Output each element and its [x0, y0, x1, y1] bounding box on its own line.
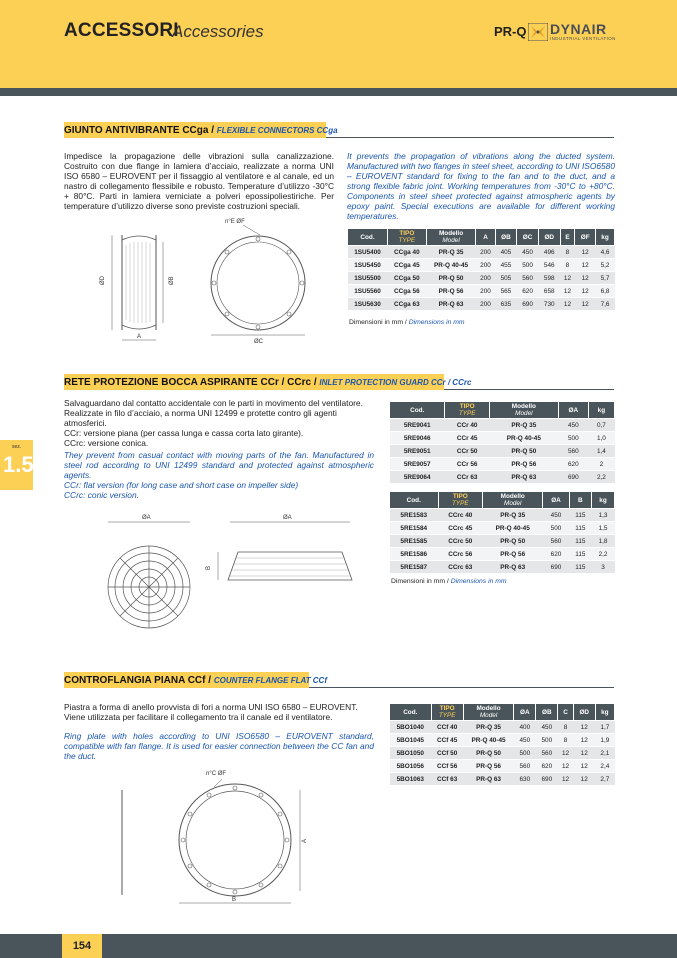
page-subtitle: Accessories [172, 22, 264, 41]
section3-title-en: COUNTER FLANGE FLAT CCf [213, 676, 327, 685]
table-header: Cod. TIPO TYPE Modello Model ØA ØB C ØD kg [390, 704, 615, 721]
page-footer [0, 934, 677, 958]
flange-a-label: A [302, 838, 308, 843]
table-row: 5RE9057 CCr 56 PR-Q 56 620 2 [390, 458, 615, 471]
page-number: 154 [62, 934, 102, 958]
section1-title [64, 125, 338, 139]
table-row: 5RE1587 CCrc 63 PR-Q 63 690 115 3 [390, 561, 615, 574]
flexible-connector-drawing [95, 215, 345, 350]
table-header [348, 229, 615, 246]
col-e: E [560, 229, 575, 246]
col-modello: Modello Model [426, 229, 476, 246]
section1-note: Dimensioni in mm / Dimensions in mm [349, 319, 465, 326]
section-tab-number: 1.5 [3, 452, 34, 477]
table-row: 1SU5630 CCga 63 PR-Q 63 200 635 690 730 12 12 7,6 [348, 298, 615, 311]
table-header: Cod. TIPO TYPE Modello Model ØA B kg [390, 492, 615, 509]
table-row: 5RE1583 CCrc 40 PR-Q 35 450 115 1,3 [390, 509, 615, 522]
section2-title-it: RETE PROTEZIONE BOCCA ASPIRANTE CCr / CCrc / [64, 377, 320, 388]
table-row: 5BO1045 CCf 45 PR-Q 40-45 450 500 8 12 1,9 [390, 734, 615, 747]
section3-text-it: Piastra a forma di anello provvista di fori a norma UNI ISO 6580 – EUROVENT. Viene utilizzata per facilitare il collegamento tra il canale ed il ventilatore. [64, 702, 358, 722]
col-kg: kg [596, 229, 615, 246]
flat-guard-table [389, 401, 615, 484]
counter-flange-drawing [110, 765, 330, 905]
dim-dc-label: ØC [254, 339, 263, 345]
col-dc: ØC [517, 229, 539, 246]
fan-logo-icon [528, 23, 548, 41]
table-row: 5BO1050 CCf 50 PR-Q 50 500 560 12 12 2,1 [390, 747, 615, 760]
section2-note: Dimensioni in mm / Dimensions in mm [391, 578, 507, 585]
col-db: ØB [495, 229, 517, 246]
col-df: ØF [575, 229, 596, 246]
counter-flange-table [389, 703, 615, 786]
section1-title-it: GIUNTO ANTIVIBRANTE CCga / [64, 125, 217, 136]
table-row: 1SU5560 CCga 56 PR-Q 56 200 565 620 658 12 12 6,8 [348, 285, 615, 298]
section2-title-en: INLET PROTECTION GUARD CCr / CCrc [319, 378, 472, 387]
section3-rule [309, 687, 614, 688]
section1-text-en: It prevents the propagation of vibrations along the ducted system. Manufactured with two flanges in steel sheet, according to UNI ISO6580 – EUROVENT standard for fixing to the fan and to the duct, and a strong flexible fabric joint. Working temperatures from -30°C to +80°C. Components in steel sheet protected against atmospheric agents by epoxy paint. Special executions are available for different working temperatures. [347, 151, 615, 221]
table-row: 5BO1063 CCf 63 PR-Q 63 630 690 12 12 2,7 [390, 773, 615, 786]
holes-ef-label: n°E ØF [225, 219, 245, 225]
section2-text-it: Salvaguardano dal contatto accidentale con le parti in movimento del ventilatore. Realizzate in filo d’acciaio, a norma UNI 12499 e protette contro gli agenti atmosferici. CCr: versione piana (per cassa lunga e cassa corta lato girante). CCrc: versione conica. [64, 398, 363, 448]
section3-title-it: CONTROFLANGIA PIANA CCf / [64, 675, 214, 686]
table-row: 5RE9046 CCr 45 PR-Q 40-45 500 1,0 [390, 432, 615, 445]
section2-text-en: They prevent from casual contact with moving parts of the fan. Manufactured in steel rod according to UNI 12499 standard and protected against atmospheric agents. CCr: flat version (for long case and short case on impeller side) CCrc: conic version. [64, 450, 374, 500]
guard-conic-da-label: ØA [283, 515, 292, 521]
table-row: 5BO1056 CCf 56 PR-Q 56 560 620 12 12 2,4 [390, 760, 615, 773]
flange-b-label: B [232, 897, 237, 903]
section3-text-en: Ring plate with holes according to UNI ISO6580 – EUROVENT standard, compatible with fan flange. It is used for easier connection between the CC fan and the duct. [64, 731, 374, 761]
col-cod: Cod. [348, 229, 388, 246]
table-header: Cod. TIPO TYPE Modello Model ØA kg [390, 402, 615, 419]
dim-dd-label: ØD [100, 276, 106, 285]
header-bar [0, 88, 677, 96]
inlet-guard-drawing [100, 510, 360, 640]
guard-flat-da-label: ØA [142, 515, 151, 521]
table-row: 5RE9041 CCr 40 PR-Q 35 450 0,7 [390, 419, 615, 432]
dynair-logo [528, 21, 620, 43]
col-a: A [476, 229, 495, 246]
conic-guard-table [389, 491, 615, 574]
table-row: 5RE9051 CCr 50 PR-Q 50 560 1,4 [390, 445, 615, 458]
brand-tagline: INDUSTRIAL VENTILATION [550, 36, 616, 41]
page-title: ACCESSORI [64, 20, 179, 41]
dim-db-label: ØB [169, 276, 175, 285]
table-row: 5RE1584 CCrc 45 PR-Q 40-45 500 115 1,5 [390, 522, 615, 535]
brand-name: DYNAIR [550, 21, 607, 37]
holes-cf-label: n°C ØF [206, 771, 227, 777]
section-tab-label: sez. [12, 444, 22, 450]
flexible-connectors-table [347, 228, 615, 311]
table-row: 1SU5400 CCga 40 PR-Q 35 200 405 450 496 8 12 4,6 [348, 246, 615, 259]
section3-title [64, 675, 327, 689]
table-row: 5BO1040 CCf 40 PR-Q 35 400 450 8 12 1,7 [390, 721, 615, 734]
page-header [0, 0, 677, 88]
table-row: 5RE1586 CCrc 56 PR-Q 56 620 115 2,2 [390, 548, 615, 561]
col-tipo: TIPO TYPE [388, 229, 427, 246]
section2-title [64, 377, 471, 391]
table-row: 5RE9064 CCr 63 PR-Q 63 690 2,2 [390, 471, 615, 484]
dim-a-label: A [137, 334, 142, 340]
section1-title-en: FLEXIBLE CONNECTORS CCga [216, 126, 338, 135]
guard-b-label: B [206, 565, 212, 570]
table-row: 5RE1585 CCrc 50 PR-Q 50 560 115 1,8 [390, 535, 615, 548]
product-code: PR-Q [494, 24, 527, 39]
col-dd: ØD [538, 229, 560, 246]
table-row: 1SU5450 CCga 45 PR-Q 40-45 200 455 500 546 8 12 5,2 [348, 259, 615, 272]
table-row: 1SU5500 CCga 50 PR-Q 50 200 505 560 598 12 12 5,7 [348, 272, 615, 285]
section1-text-it: Impedisce la propagazione delle vibrazioni sulla canalizzazione. Costruito con due flange in lamiera d’acciaio, realizzate a norma UNI ISO 6580 – EUROVENT per il fissaggio al ventilatore e al canale, ed un nastro di collegamento flessibile e robusto. Temperature d’utilizzo -30°C + 80°C. Parti in lamiera verniciate a polveri epossipoliestiriche. Per temperature d’utilizzo diverse sono previste costruzioni speciali. [64, 151, 334, 211]
section-tab [0, 440, 33, 490]
section1-rule [326, 137, 614, 138]
